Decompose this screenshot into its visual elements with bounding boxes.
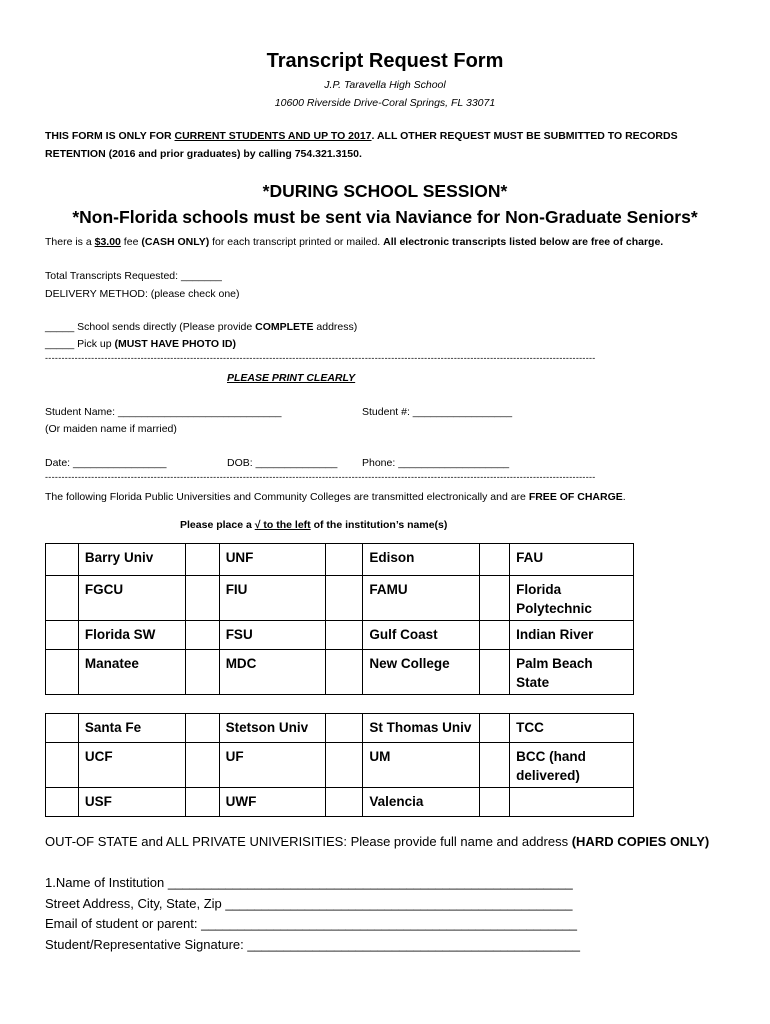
fee-amount: $3.00: [94, 236, 121, 248]
university-cell: FIU: [219, 576, 326, 621]
total-transcripts-field[interactable]: Total Transcripts Requested: _______: [45, 270, 222, 282]
university-cell: Indian River: [510, 621, 634, 650]
option2-bold: (MUST HAVE PHOTO ID): [114, 338, 236, 350]
table-row: [46, 650, 634, 695]
fee-notice: [45, 236, 663, 248]
university-cell: [510, 788, 634, 817]
check-box[interactable]: [326, 621, 363, 650]
check-box[interactable]: [480, 714, 510, 743]
non-florida-heading: *Non-Florida schools must be sent via Naviance for Non-Graduate Seniors*: [72, 207, 698, 227]
notice-underlined: CURRENT STUDENTS AND UP TO 2017: [174, 130, 372, 142]
university-cell: TCC: [510, 714, 634, 743]
university-cell: Gulf Coast: [363, 621, 480, 650]
out-of-state-instructions: [45, 834, 709, 849]
check-box[interactable]: [480, 621, 510, 650]
check-box[interactable]: [480, 788, 510, 817]
page-title: Transcript Request Form: [266, 50, 504, 72]
university-cell: USF: [78, 788, 185, 817]
check-box[interactable]: [480, 544, 510, 576]
notice-line-2: RETENTION (2016 and prior graduates) by calling 754.321.3150.: [45, 148, 362, 160]
university-cell: FGCU: [78, 576, 185, 621]
check-box[interactable]: [480, 576, 510, 621]
fee-free-note: All electronic transcripts listed below are free of charge.: [383, 236, 664, 248]
check-box[interactable]: [326, 544, 363, 576]
instr-post: of the institution’s name(s): [310, 519, 448, 531]
notice-line-1: [45, 130, 678, 142]
school-name: J.P. Taravella High School: [324, 79, 446, 91]
university-cell: FAU: [510, 544, 634, 576]
check-box[interactable]: [185, 788, 219, 817]
university-cell: Stetson Univ: [219, 714, 326, 743]
check-box[interactable]: [326, 743, 363, 788]
check-box[interactable]: [480, 650, 510, 695]
signature-field[interactable]: Student/Representative Signature: ______________________________________________: [45, 937, 580, 952]
check-box[interactable]: [185, 544, 219, 576]
university-cell: Florida Polytechnic: [510, 576, 634, 621]
check-box[interactable]: [46, 743, 79, 788]
instr-underlined: √ to the left: [254, 519, 311, 531]
table-row: [46, 544, 634, 576]
university-cell: UWF: [219, 788, 326, 817]
divider-1: -----------------------------------------------------------------------------------------------------------------------------------------------------------------------: [45, 353, 596, 363]
out-of-state-bold: (HARD COPIES ONLY): [571, 834, 710, 849]
universities-table-1: [45, 543, 634, 695]
check-box[interactable]: [326, 576, 363, 621]
check-box[interactable]: [185, 650, 219, 695]
option2-pre: _____ Pick up: [45, 338, 115, 350]
student-name-field[interactable]: Student Name: ____________________________: [45, 406, 282, 418]
out-of-state-text: OUT-OF STATE and ALL PRIVATE UNIVERISITIES: Please provide full name and address: [45, 834, 572, 849]
pick-up-option[interactable]: [45, 338, 236, 350]
university-cell: Florida SW: [78, 621, 185, 650]
phone-field[interactable]: Phone: ___________________: [362, 457, 510, 469]
university-cell: BCC (hand delivered): [510, 743, 634, 788]
table-row: [46, 743, 634, 788]
table-row: [46, 621, 634, 650]
check-box[interactable]: [185, 743, 219, 788]
intro-pre: The following Florida Public Universities and Community Colleges are transmitted electronically and are: [45, 491, 529, 503]
option1-pre: _____ School sends directly (Please provide: [45, 321, 256, 333]
institution-name-field[interactable]: 1.Name of Institution ________________________________________________________: [45, 875, 573, 890]
fee-pre: There is a: [45, 236, 95, 248]
divider-2: -----------------------------------------------------------------------------------------------------------------------------------------------------------------------: [45, 472, 596, 482]
fee-cash-only: (CASH ONLY): [141, 236, 210, 248]
date-field[interactable]: Date: ________________: [45, 457, 167, 469]
intro-post: .: [622, 491, 626, 503]
university-cell: Edison: [363, 544, 480, 576]
check-box[interactable]: [326, 788, 363, 817]
session-heading: *DURING SCHOOL SESSION*: [262, 181, 508, 201]
universities-intro: [45, 491, 626, 503]
check-box[interactable]: [326, 650, 363, 695]
universities-table-2: [45, 713, 634, 817]
fee-mid: fee: [120, 236, 142, 248]
university-cell: UNF: [219, 544, 326, 576]
university-cell: New College: [363, 650, 480, 695]
school-sends-option[interactable]: [45, 321, 357, 333]
please-print-clearly: PLEASE PRINT CLEARLY: [227, 372, 356, 384]
check-box[interactable]: [480, 743, 510, 788]
instr-pre: Please place a: [180, 519, 255, 531]
table-row: [46, 788, 634, 817]
university-cell: FSU: [219, 621, 326, 650]
table-row: [46, 714, 634, 743]
intro-bold: FREE OF CHARGE: [528, 491, 623, 503]
check-box[interactable]: [185, 576, 219, 621]
student-number-field[interactable]: Student #: _________________: [362, 406, 513, 418]
university-cell: MDC: [219, 650, 326, 695]
university-cell: UM: [363, 743, 480, 788]
check-box[interactable]: [185, 714, 219, 743]
table-row: [46, 576, 634, 621]
dob-field[interactable]: DOB: ______________: [227, 457, 338, 469]
university-cell: St Thomas Univ: [363, 714, 480, 743]
university-cell: FAMU: [363, 576, 480, 621]
check-box[interactable]: [185, 621, 219, 650]
check-instruction: [180, 519, 447, 531]
university-cell: UF: [219, 743, 326, 788]
university-cell: Barry Univ: [78, 544, 185, 576]
check-box[interactable]: [46, 576, 79, 621]
check-box[interactable]: [326, 714, 363, 743]
university-cell: Valencia: [363, 788, 480, 817]
email-field[interactable]: Email of student or parent: ____________________________________________________: [45, 916, 578, 931]
check-box[interactable]: [46, 714, 79, 743]
check-box[interactable]: [46, 788, 79, 817]
university-cell: UCF: [78, 743, 185, 788]
notice-pre: THIS FORM IS ONLY FOR: [45, 130, 175, 142]
university-cell: Palm Beach State: [510, 650, 634, 695]
delivery-method-label: DELIVERY METHOD: (please check one): [45, 288, 240, 300]
option1-post: address): [313, 321, 358, 333]
university-cell: Manatee: [78, 650, 185, 695]
check-box[interactable]: [46, 621, 79, 650]
street-address-field[interactable]: Street Address, City, State, Zip ________________________________________________: [45, 896, 573, 911]
university-cell: Santa Fe: [78, 714, 185, 743]
school-address: 10600 Riverside Drive-Coral Springs, FL 33071: [274, 97, 496, 109]
notice-post: . ALL OTHER REQUEST MUST BE SUBMITTED TO RECORDS: [371, 130, 678, 142]
check-box[interactable]: [46, 650, 79, 695]
option1-bold: COMPLETE: [255, 321, 314, 333]
check-box[interactable]: [46, 544, 79, 576]
fee-post: for each transcript printed or mailed.: [209, 236, 384, 248]
maiden-name-note: (Or maiden name if married): [45, 423, 177, 435]
